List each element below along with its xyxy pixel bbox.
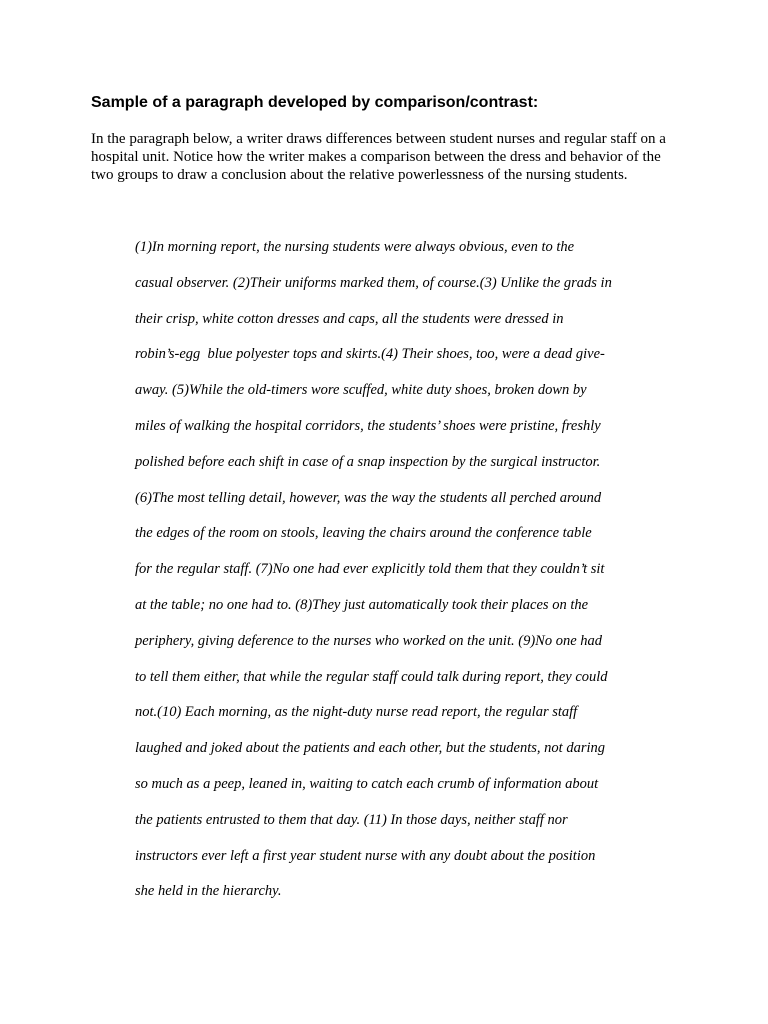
excerpt-line: miles of walking the hospital corridors, the students’ shoes were pristine, freshly [135,417,601,434]
excerpt-line: so much as a peep, leaned in, waiting to catch each crumb of information about [135,775,599,792]
excerpt-line: not.(10) Each morning, as the night-duty nurse read report, the regular staff [135,704,578,721]
intro-paragraph [91,130,691,184]
excerpt-line: their crisp, white cotton dresses and caps, all the students were dressed in [135,310,564,327]
excerpt-line: (1)In morning report, the nursing students were always obvious, even to the [135,239,575,255]
excerpt-line: the edges of the room on stools, leaving the chairs around the conference table [135,525,592,542]
excerpt-line: robin’s-egg blue polyester tops and skirts.(4) Their shoes, too, were a dead give- [135,346,605,363]
excerpt-line: (6)The most telling detail, however, was the way the students all perched around [135,489,602,506]
excerpt-line: she held in the hierarchy. [135,883,282,900]
intro-line: In the paragraph below, a writer draws differences between student nurses and regular staff on a [91,131,666,147]
intro-line: two groups to draw a conclusion about the relative powerlessness of the nursing students. [91,167,628,183]
document-heading: Sample of a paragraph developed by comparison/contrast: [91,94,539,111]
excerpt-line: for the regular staff. (7)No one had ever explicitly told them that they couldn’t sit [135,561,605,578]
excerpt-line: to tell them either, that while the regular staff could talk during report, they could [135,668,608,685]
excerpt-line: casual observer. (2)Their uniforms marked them, of course.(3) Unlike the grads in [135,274,612,291]
excerpt-paragraph [135,237,695,917]
excerpt-line: away. (5)While the old-timers wore scuffed, white duty shoes, broken down by [135,382,587,399]
excerpt-line: instructors ever left a first year student nurse with any doubt about the position [135,847,596,864]
excerpt-line: periphery, giving deference to the nurses who worked on the unit. (9)No one had [135,632,603,649]
excerpt-line: laughed and joked about the patients and each other, but the students, not daring [135,740,605,757]
intro-line: hospital unit. Notice how the writer makes a comparison between the dress and behavior of the [91,149,661,165]
excerpt-line: the patients entrusted to them that day. (11) In those days, neither staff nor [135,811,568,828]
excerpt-line: at the table; no one had to. (8)They just automatically took their places on the [135,596,589,613]
excerpt-line: polished before each shift in case of a snap inspection by the surgical instructor. [135,453,601,470]
